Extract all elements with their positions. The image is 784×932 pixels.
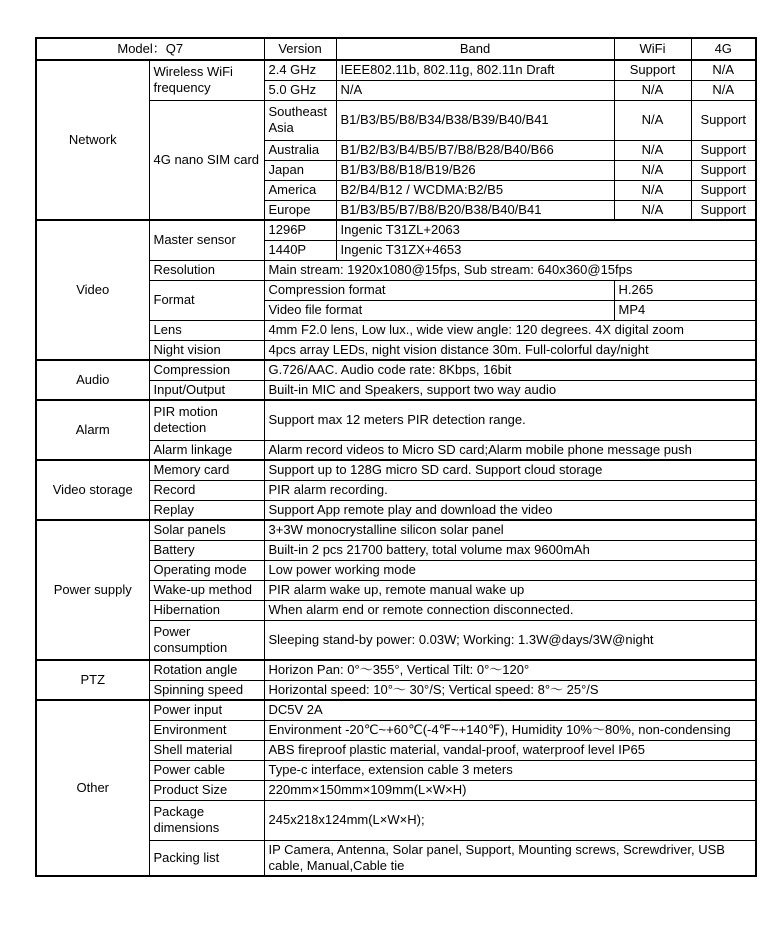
spec-name-cell: Solar panels xyxy=(149,520,264,540)
spec-value-cell: G.726/AAC. Audio code rate: 8Kbps, 16bit xyxy=(264,360,756,380)
4g-cell: Support xyxy=(691,180,756,200)
spec-value-cell: Low power working mode xyxy=(264,560,756,580)
spec-value-cell: Ingenic T31ZX+4653 xyxy=(336,240,756,260)
table-row xyxy=(36,360,756,380)
version-cell: 5.0 GHz xyxy=(264,80,336,100)
spec-name-cell: Wake-up method xyxy=(149,580,264,600)
spec-value-cell: Horizontal speed: 10°～ 30°/S; Vertical speed: 8°～ 25°/S xyxy=(264,680,756,700)
version-cell: Southeast Asia xyxy=(264,100,336,140)
spec-value-cell: DC5V 2A xyxy=(264,700,756,720)
band-cell: B1/B2/B3/B4/B5/B7/B8/B28/B40/B66 xyxy=(336,140,614,160)
spec-name-cell: Power consumption xyxy=(149,620,264,660)
category-cell-ptz: PTZ xyxy=(36,660,149,700)
table-row xyxy=(36,400,756,440)
spec-value-cell: PIR alarm recording. xyxy=(264,480,756,500)
header-cell-wifi: WiFi xyxy=(614,38,691,60)
table-row xyxy=(36,520,756,540)
spec-name-cell: Shell material xyxy=(149,740,264,760)
spec-name-cell: Product Size xyxy=(149,780,264,800)
band-cell: IEEE802.11b, 802.11g, 802.11n Draft xyxy=(336,60,614,80)
band-cell: B1/B3/B5/B7/B8/B20/B38/B40/B41 xyxy=(336,200,614,220)
category-cell-alarm: Alarm xyxy=(36,400,149,460)
spec-value-cell: Support max 12 meters PIR detection range. xyxy=(264,400,756,440)
category-cell-network: Network xyxy=(36,60,149,220)
spec-name-cell: Environment xyxy=(149,720,264,740)
spec-name-cell: Operating mode xyxy=(149,560,264,580)
4g-cell: Support xyxy=(691,160,756,180)
spec-value-cell: Alarm record videos to Micro SD card;Alarm mobile phone message push xyxy=(264,440,756,460)
spec-value-cell: ABS fireproof plastic material, vandal-proof, waterproof level IP65 xyxy=(264,740,756,760)
spec-name-cell: Hibernation xyxy=(149,600,264,620)
spec-name-cell: Memory card xyxy=(149,460,264,480)
spec-name-cell: Record xyxy=(149,480,264,500)
spec-value-cell: Environment -20℃~+60℃(-4℉~+140℉), Humidity 10%～80%, non-condensing xyxy=(264,720,756,740)
version-cell: Australia xyxy=(264,140,336,160)
spec-value-cell: PIR alarm wake up, remote manual wake up xyxy=(264,580,756,600)
4g-cell: N/A xyxy=(691,60,756,80)
header-cell-band: Band xyxy=(336,38,614,60)
format-name-cell: Compression format xyxy=(264,280,614,300)
spec-name-cell: Resolution xyxy=(149,260,264,280)
format-value-cell: H.265 xyxy=(614,280,756,300)
4g-cell: Support xyxy=(691,100,756,140)
category-cell-other: Other xyxy=(36,700,149,876)
4g-cell: N/A xyxy=(691,80,756,100)
category-cell-audio: Audio xyxy=(36,360,149,400)
spec-name-cell: Wireless WiFi frequency xyxy=(149,60,264,100)
spec-value-cell: Built-in MIC and Speakers, support two way audio xyxy=(264,380,756,400)
spec-value-cell: Support App remote play and download the video xyxy=(264,500,756,520)
spec-name-cell: Compression xyxy=(149,360,264,380)
wifi-cell: N/A xyxy=(614,180,691,200)
table-row xyxy=(36,460,756,480)
band-cell: N/A xyxy=(336,80,614,100)
version-cell: 2.4 GHz xyxy=(264,60,336,80)
spec-value-cell: IP Camera, Antenna, Solar panel, Support, Mounting screws, Screwdriver, USB cable, Manual,Cable tie xyxy=(264,840,756,876)
spec-value-cell: Ingenic T31ZL+2063 xyxy=(336,220,756,240)
4g-cell: Support xyxy=(691,140,756,160)
category-cell-video-storage: Video storage xyxy=(36,460,149,520)
spec-name-cell: Package dimensions xyxy=(149,800,264,840)
spec-name-cell: 4G nano SIM card xyxy=(149,100,264,220)
spec-value-cell: Built-in 2 pcs 21700 battery, total volume max 9600mAh xyxy=(264,540,756,560)
band-cell: B2/B4/B12 / WCDMA:B2/B5 xyxy=(336,180,614,200)
spec-value-cell: Support up to 128G micro SD card. Support cloud storage xyxy=(264,460,756,480)
spec-value-cell: When alarm end or remote connection disconnected. xyxy=(264,600,756,620)
table-row xyxy=(36,700,756,720)
spec-name-cell: Input/Output xyxy=(149,380,264,400)
spec-value-cell: 245x218x124mm(L×W×H); xyxy=(264,800,756,840)
wifi-cell: N/A xyxy=(614,140,691,160)
4g-cell: Support xyxy=(691,200,756,220)
wifi-cell: N/A xyxy=(614,100,691,140)
spec-name-cell: Lens xyxy=(149,320,264,340)
header-row xyxy=(36,38,756,60)
spec-name-cell: Power input xyxy=(149,700,264,720)
spec-value-cell: Main stream: 1920x1080@15fps, Sub stream: 640x360@15fps xyxy=(264,260,756,280)
version-cell: 1296P xyxy=(264,220,336,240)
spec-name-cell: Battery xyxy=(149,540,264,560)
spec-value-cell: Horizon Pan: 0°～355°, Vertical Tilt: 0°～120° xyxy=(264,660,756,680)
band-cell: B1/B3/B8/B18/B19/B26 xyxy=(336,160,614,180)
spec-table xyxy=(35,37,757,877)
wifi-cell: Support xyxy=(614,60,691,80)
spec-name-cell: PIR motion detection xyxy=(149,400,264,440)
format-name-cell: Video file format xyxy=(264,300,614,320)
spec-value-cell: 3+3W monocrystalline silicon solar panel xyxy=(264,520,756,540)
spec-name-cell: Power cable xyxy=(149,760,264,780)
spec-name-cell: Rotation angle xyxy=(149,660,264,680)
version-cell: Europe xyxy=(264,200,336,220)
version-cell: America xyxy=(264,180,336,200)
spec-name-cell: Night vision xyxy=(149,340,264,360)
table-row xyxy=(36,60,756,80)
header-cell-version: Version xyxy=(264,38,336,60)
spec-name-cell: Alarm linkage xyxy=(149,440,264,460)
spec-value-cell: Sleeping stand-by power: 0.03W; Working: 1.3W@days/3W@night xyxy=(264,620,756,660)
spec-name-cell: Master sensor xyxy=(149,220,264,260)
band-cell: B1/B3/B5/B8/B34/B38/B39/B40/B41 xyxy=(336,100,614,140)
spec-name-cell: Format xyxy=(149,280,264,320)
spec-name-cell: Spinning speed xyxy=(149,680,264,700)
table-row xyxy=(36,660,756,680)
category-cell-video: Video xyxy=(36,220,149,360)
version-cell: Japan xyxy=(264,160,336,180)
spec-value-cell: Type-c interface, extension cable 3 meters xyxy=(264,760,756,780)
header-cell-model: Model：Q7 xyxy=(36,38,264,60)
wifi-cell: N/A xyxy=(614,160,691,180)
wifi-cell: N/A xyxy=(614,200,691,220)
spec-value-cell: 220mm×150mm×109mm(L×W×H) xyxy=(264,780,756,800)
spec-value-cell: 4mm F2.0 lens, Low lux., wide view angle: 120 degrees. 4X digital zoom xyxy=(264,320,756,340)
format-value-cell: MP4 xyxy=(614,300,756,320)
wifi-cell: N/A xyxy=(614,80,691,100)
category-cell-power-supply: Power supply xyxy=(36,520,149,660)
header-cell-4g: 4G xyxy=(691,38,756,60)
spec-name-cell: Packing list xyxy=(149,840,264,876)
version-cell: 1440P xyxy=(264,240,336,260)
table-row xyxy=(36,220,756,240)
spec-name-cell: Replay xyxy=(149,500,264,520)
spec-value-cell: 4pcs array LEDs, night vision distance 30m. Full-colorful day/night xyxy=(264,340,756,360)
